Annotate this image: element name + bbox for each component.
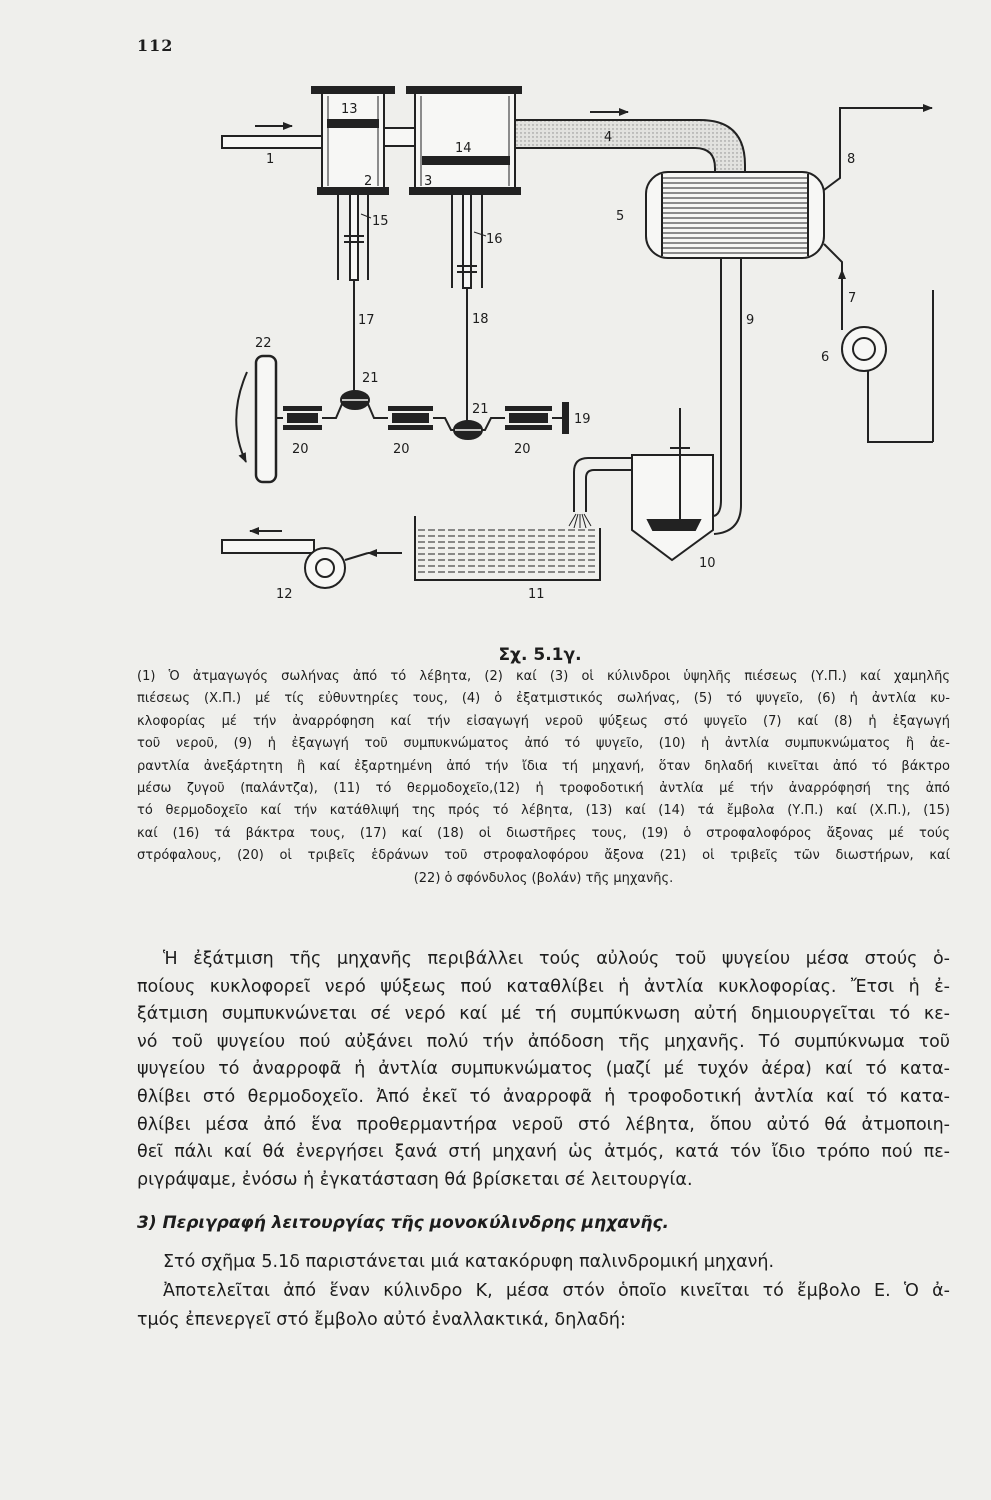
hot-well	[368, 516, 600, 580]
label-main-bearing: 20	[514, 442, 531, 457]
label-crankshaft: 19	[574, 412, 591, 427]
paragraph-line: νό τοῦ ψυγείου πού αὐξάνει πολύ τήν ἀπόδοση τῆς μηχανῆς. Τό συμπύκνωμα τοῦ	[137, 1031, 950, 1052]
label-exhaust-pipe: 4	[604, 130, 613, 145]
label-main-bearing: 20	[292, 442, 309, 457]
caption-line: τοῦ νεροῦ, (9) ἡ ἐξαγωγή τοῦ συμπυκνώματος ἀπό τό ψυγεῖο, (10) ἡ ἀντλία συμπυκνώματος ἢ ἀε-	[137, 736, 950, 752]
label-crank-bearing: 21	[362, 371, 379, 386]
cooling-water-inlet-pipe	[824, 244, 842, 330]
figure-caption-title: Σχ. 5.1γ.	[498, 645, 582, 665]
label-hp-piston-rod: 15	[372, 214, 389, 229]
caption-line: κλοφορίας μέ τήν ἀναρρόφηση καί τήν εἰσαγωγή νεροῦ ψύξεως στό ψυγεῖο (7) καί (8) ἡ ἐξαγωγή	[137, 713, 950, 729]
main-bearing	[505, 406, 552, 430]
label-condenser: 5	[616, 209, 625, 224]
exhaust-pipe	[515, 112, 745, 174]
feed-pump	[222, 531, 368, 588]
caption-line: τό θερμοδοχεῖο καί τήν κατάθλιψή της πρός τό λέβητα, (13) καί (14) τά ἔμβολα (Υ.Π.) καί (Χ.Π.), (15)	[137, 803, 950, 819]
page-number: 112	[137, 36, 174, 55]
condensate-delivery-pipe	[569, 458, 632, 528]
body-paragraph	[137, 946, 950, 1194]
condensate-outlet-pipe	[714, 258, 741, 534]
paragraph-line: τμός ἐπενεργεῖ στό ἔμβολο αὐτό ἐναλλακτικά, δηλαδή:	[137, 1310, 626, 1330]
section-paragraph	[137, 1248, 950, 1335]
transfer-pipe	[384, 128, 415, 146]
steam-inlet-pipe	[222, 126, 322, 148]
label-flywheel: 22	[255, 336, 272, 351]
caption-line: πιέσεως (Χ.Π.) μέ τίς εὐθυντηρίες τους, (4) ὁ ἐξατμιστικός σωλήνας, (5) τό ψυγεῖο, (6) ἡ ἀντλία κυ-	[137, 691, 950, 707]
figure-caption	[137, 666, 950, 890]
steam-engine-diagram	[0, 0, 991, 620]
paragraph-line: Στό σχῆμα 5.1δ παριστάνεται μιά κατακόρυφη παλινδρομική μηχανή.	[163, 1252, 775, 1272]
caption-line: ραντλία ἀνεξάρτητη ἢ καί ἐξαρτημένη ἀπό τήν ἴδια τή μηχανή, ὅταν δηλαδή κινεῖται ἀπό τό βάκτρο	[137, 758, 950, 774]
label-hot-well: 11	[528, 587, 545, 602]
label-cooling-water-outlet: 8	[847, 152, 856, 167]
paragraph-line: Ἡ ἐξάτμιση τῆς μηχανῆς περιβάλλει τούς αὐλούς τοῦ ψυγείου μέσα στούς ὁ-	[163, 949, 950, 969]
condenser	[646, 172, 824, 258]
label-hp-connecting-rod: 17	[358, 313, 375, 328]
paragraph-line: θλίβει στό θερμοδοχεῖο. Ἀπό ἐκεῖ τό ἀναρροφᾶ ἡ τροφοδοτική ἀντλία καί τό κατα-	[137, 1086, 950, 1107]
paragraph-line: ψυγείου τό ἀναρροφᾶ ἡ ἀντλία συμπυκνώματος (μαζί μέ τυχόν ἀέρα) καί τό κατα-	[137, 1059, 950, 1080]
label-lp-connecting-rod: 18	[472, 312, 489, 327]
label-condensate-pump: 10	[699, 556, 716, 571]
circulating-pump	[842, 290, 933, 442]
paragraph-line: ξάτμιση συμπυκνώνεται σέ νερό καί μέ τή συμπύκνωση αὐτή δημιουργεῖται τό κε-	[137, 1004, 950, 1025]
crank-bearing	[454, 421, 482, 439]
hp-piston	[328, 120, 378, 127]
label-lp-piston: 14	[455, 141, 472, 156]
flywheel	[236, 356, 276, 482]
caption-line: (1) Ὁ ἀτμαγωγός σωλήνας ἀπό τό λέβητα, (2) καί (3) οἱ κύλινδροι ὑψηλῆς πιέσεως (Υ.Π.) καί χαμηλῆς	[137, 669, 950, 684]
label-circulating-pump: 6	[821, 350, 830, 365]
lp-piston	[423, 157, 509, 164]
main-bearing	[388, 406, 433, 430]
condensate-pump	[632, 408, 713, 560]
label-hp-piston: 13	[341, 102, 358, 117]
crank-bearing	[341, 391, 369, 409]
label-lp-piston-rod: 16	[486, 232, 503, 247]
caption-line: καί (16) τά βάκτρα τους, (17) καί (18) οἱ διωστῆρες τους, (19) ὁ στροφαλοφόρος ἄξονας μέ τούς	[137, 825, 950, 841]
caption-line: μέσω ζυγοῦ (παλάντζα), (11) τό θερμοδοχεῖο,(12) ἡ τροφοδοτική ἀντλία μέ τήν ἀναρρόφησή της ἀπό	[137, 780, 950, 796]
caption-line: στρόφαλους, (20) οἱ τριβεῖς ἑδράνων τοῦ στροφαλοφόρου ἄξονα (21) οἱ τριβεῖς τῶν διωστήρων, καί	[137, 848, 950, 864]
label-lp-cylinder: 3	[424, 174, 433, 189]
caption-line: (22) ὁ σφόνδυλος (βολάν) τῆς μηχανῆς.	[413, 870, 674, 886]
paragraph-line: Ἀποτελεῖται ἀπό ἕναν κύλινδρο Κ, μέσα στόν ὁποῖο κινεῖται τό ἔμβολο Ε. Ὁ ἀ-	[163, 1281, 950, 1301]
paragraph-line: θλίβει μέσα ἀπό ἕνα προθερμαντήρα νεροῦ στό λέβητα, ὅπου αὐτό θά ἀτμοποιη-	[137, 1114, 950, 1135]
paragraph-line: ριγράψαμε, ἐνόσω ἡ ἐγκατάσταση θά βρίσκεται σέ λειτουργία.	[137, 1169, 693, 1190]
main-bearing	[283, 406, 322, 430]
label-crank-bearing: 21	[472, 402, 489, 417]
label-hp-cylinder: 2	[364, 174, 373, 189]
paragraph-line: θεῖ πάλι καί θά ἐνεργήσει ξανά στή μηχανή ὡς ἀτμός, κατά τόν ἴδιο τρόπο πού πε-	[137, 1142, 950, 1163]
label-main-bearing: 20	[393, 442, 410, 457]
lp-piston-rod	[452, 194, 486, 288]
label-feed-pump: 12	[276, 587, 293, 602]
section-heading: 3) Περιγραφή λειτουργίας τῆς μονοκύλινδρης μηχανῆς.	[137, 1213, 669, 1233]
label-cooling-water-inlet: 7	[848, 291, 857, 306]
hp-piston-rod	[338, 194, 371, 280]
label-condensate-outlet: 9	[746, 313, 755, 328]
cooling-water-outlet-pipe	[824, 108, 932, 190]
paragraph-line: ποίους κυκλοφορεῖ νερό ψύξεως πού καταθλίβει ἡ ἀντλία κυκλοφορίας. Ἔτσι ἡ ἐ-	[137, 976, 950, 997]
label-steam-inlet-pipe: 1	[266, 152, 275, 167]
